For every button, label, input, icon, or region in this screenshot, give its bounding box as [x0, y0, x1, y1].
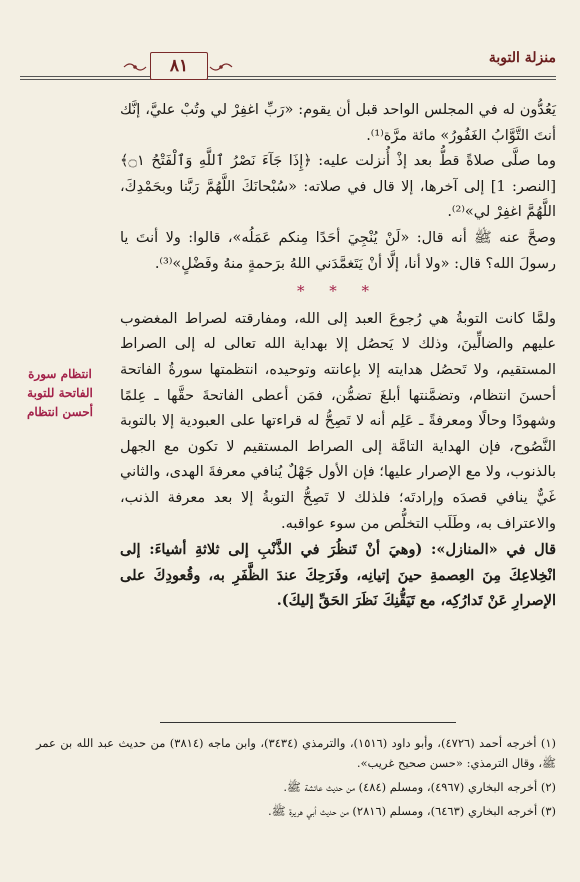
page-number: ٨١	[150, 52, 208, 80]
ornament-right-icon	[208, 60, 234, 74]
paragraph: وصحَّ عنه ﷺ أنه قال: «لَنْ يُنْجِيَ أحَدًا مِنكم عَمَلُه»، قالوا: ولا أنتَ يا رسولَ الله؟ قال: «ولا أنا، إلَّا أنْ يَتَغمَّدَني اللهُ برَحمةٍ منهُ وفَضْلٍ»⁽³⁾.	[120, 229, 556, 272]
margin-note: انتظام سورة الفاتحة للتوبة أحسن انتظام	[27, 367, 93, 419]
section-separator: * * *	[296, 282, 380, 301]
main-text	[120, 98, 556, 614]
footnote: (٢) أخرجه البخاري (٤٩٦٧)، ومسلم (٤٨٤) من حديث عائشة ﷺ.	[283, 780, 556, 794]
paragraph-quote: قال في «المنازل»: (وهيَ أنْ تَنظُرَ في الذَّنْبِ إلى ثلاثةِ أشياءَ: إلى انْخِلاعِكَ مِنَ العِصمةِ حينَ إتيانِه، وفَرَحِكَ عندَ الظَّفَرِ به، وقُعودِكَ على الإصرارِ عَنْ تَدارُكِه، مع تَيَقُّنِكَ نَظَرَ الحَقِّ إليكَ).	[120, 541, 556, 610]
page-header	[20, 50, 556, 86]
paragraph: يَعُدُّون له في المجلس الواحد قبل أن يقوم: «رَبِّ اغفِرْ لي وتُبْ عليَّ، إنَّك أنتَ التَّوَّابُ الغَفُورُ» مائة مرَّة⁽¹⁾.	[120, 102, 556, 144]
header-rule	[20, 76, 556, 80]
paragraph: ولمَّا كانت التوبةُ هي رُجوعَ العبد إلى الله، ومفارقته لصراط المغضوب عليهم والضالِّينَ، وذلك لا يَحصُل إلا بهداية الله تعالى له إلى الصراط المستقيم، ولا تَحصُل هدايته إلا بإعانته وتوحيده، انتظمتها سورةُ الفاتحة أحسنَ انتظام، وتضمَّنتها أبلغَ تضمُّن، فمَن أعطى الفاتحةَ حقَّها ـ عِلمًا وشهودًا وحالًا ومعرفةً ـ عَلِم أنه لا تَصِحُّ له قراءتها على العبودية إلا بالتوبة النَّصُوح، فإن الهداية التامَّة إلى الصراط المستقيم لا تكون مع الجهل بالذنوب، ولا مع الإصرار عليها؛ فإن الأول جَهْلٌ يُنافي معرفةَ الهدى، والثاني غَيٌّ ينافي قصدَه وإرادتَه؛ فلذلك لا تَصِحُّ التوبةُ إلا بعد معرفة الذنب، والاعتراف به، وطَلَب التخلُّص من سوء عواقبه.	[120, 310, 556, 532]
footnote: (١) أخرجه أحمد (٤٧٢٦)، وأبو داود (١٥١٦)، والترمذي (٣٤٣٤)، وابن ماجه (٣٨١٤) من حديث عبد الله بن عمر ﷺ، وقال الترمذي: «حسن صحيح غريب».	[36, 736, 556, 770]
footnotes	[36, 733, 556, 825]
paragraph: وما صلَّى صلاةً قطُّ بعد إذْ أُنزلت عليه: ﴿إِذَا جَآءَ نَصْرُ ٱللَّهِ وَٱلْفَتْحُ ۝١﴾ [النصر: 1] إلى آخرها، إلا قال في صلاته: «سُبْحانَكَ اللَّهُمَّ رَبَّنا وبحَمْدِكَ، اللَّهُمَّ اغفِرْ لي»⁽²⁾.	[120, 153, 556, 221]
footnote: (٣) أخرجه البخاري (٦٤٦٣)، ومسلم (٢٨١٦) من حديث أبي هريرة ﷺ.	[268, 804, 556, 818]
running-title: منزلة التوبة	[483, 50, 556, 66]
footnote-rule	[160, 722, 456, 723]
ornament-left-icon	[122, 60, 148, 74]
